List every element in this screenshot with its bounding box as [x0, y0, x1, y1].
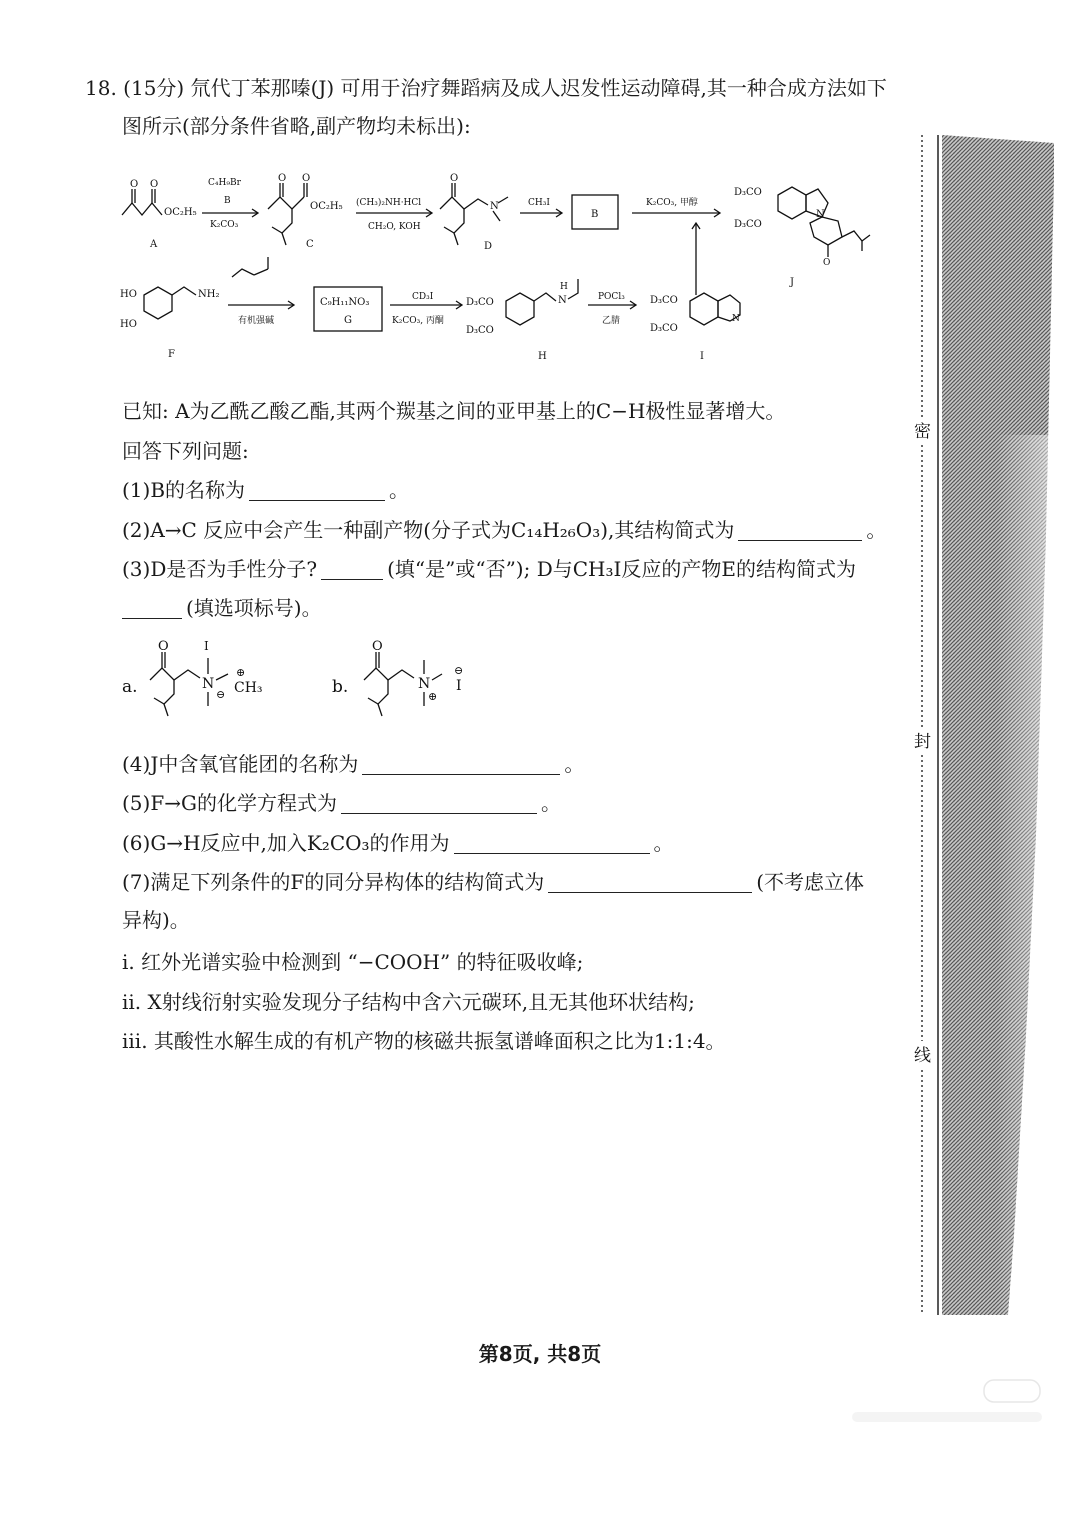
- svg-text:D₃CO: D₃CO: [650, 323, 678, 334]
- arrow-6: [390, 292, 462, 326]
- binding-mark-feng: 封: [914, 732, 931, 752]
- answer-blank-4[interactable]: [362, 754, 560, 775]
- arrow-2: [356, 197, 432, 232]
- svg-text:O: O: [130, 179, 139, 190]
- svg-text:D₃CO: D₃CO: [466, 325, 494, 336]
- svg-text:B: B: [224, 196, 231, 206]
- question-2: (2)A→C 反应中会产生一种副产物(分子式为C₁₄H₂₆O₃),其结构简式为 。: [122, 518, 887, 542]
- answer-blank-3a[interactable]: [321, 559, 383, 580]
- watermark-logo: [848, 1376, 1058, 1436]
- svg-text:b.: b.: [332, 677, 349, 697]
- binding-margin: [916, 135, 1056, 1325]
- option-a: [122, 639, 263, 716]
- svg-text:CH₂O, KOH: CH₂O, KOH: [368, 222, 421, 232]
- svg-text:B: B: [591, 209, 599, 220]
- svg-text:N: N: [202, 676, 215, 692]
- answer-blank-7[interactable]: [548, 872, 752, 893]
- svg-text:O: O: [823, 258, 831, 268]
- box-G: [314, 287, 382, 331]
- svg-text:POCl₃: POCl₃: [598, 292, 625, 302]
- svg-text:CH₃: CH₃: [234, 680, 263, 696]
- svg-text:C₄H₉Br: C₄H₉Br: [208, 178, 241, 188]
- svg-text:HO: HO: [120, 289, 137, 300]
- svg-text:有机强碱: 有机强碱: [238, 316, 275, 326]
- svg-text:O: O: [158, 639, 169, 654]
- svg-text:N: N: [816, 209, 825, 220]
- label-C: C: [306, 239, 314, 250]
- condition-1: i. 红外光谱实验中检测到 “−COOH” 的特征吸收峰;: [122, 950, 584, 974]
- question-line-2: 图所示(部分条件省略,副产物均未标出):: [122, 114, 471, 138]
- svg-text:⊕: ⊕: [236, 666, 246, 679]
- svg-text:OC₂H₅: OC₂H₅: [310, 201, 343, 212]
- compound-C: [268, 173, 343, 250]
- binding-mark-xian: 线: [914, 1046, 931, 1066]
- page-footer: 第8页, 共8页: [478, 1342, 602, 1366]
- question-7: (7)满足下列条件的F的同分异构体的结构简式为 (不考虑立体: [122, 870, 865, 894]
- label-I: I: [700, 351, 704, 362]
- label-A: A: [150, 239, 158, 250]
- answer-blank-1[interactable]: [249, 480, 385, 501]
- svg-text:G: G: [344, 315, 352, 326]
- question-7-cont: 异构)。: [122, 908, 190, 932]
- svg-text:D₃CO: D₃CO: [466, 297, 494, 308]
- svg-text:N: N: [418, 676, 431, 692]
- compound-D: [440, 173, 508, 252]
- svg-text:K₂CO₃: K₂CO₃: [210, 220, 239, 230]
- answer-blank-3b[interactable]: [122, 598, 182, 619]
- binding-strip: [916, 135, 1056, 1325]
- svg-text:HO: HO: [120, 319, 137, 330]
- svg-text:(CH₃)₂NH·HCl: (CH₃)₂NH·HCl: [356, 198, 422, 208]
- watermark-icon: [848, 1376, 1058, 1436]
- svg-text:⊕: ⊕: [428, 690, 438, 703]
- svg-text:D₃CO: D₃CO: [650, 295, 678, 306]
- options-structures: [120, 630, 480, 740]
- svg-text:N: N: [558, 295, 567, 306]
- question-1: (1)B的名称为 。: [122, 478, 410, 502]
- svg-text:D₃CO: D₃CO: [734, 187, 762, 198]
- svg-text:I: I: [456, 678, 462, 694]
- question-line-1: 18. (15分) 氘代丁苯那嗪(J) 可用于治疗舞蹈病及成人迟发性运动障碍,其一种合成方法如下: [85, 76, 887, 100]
- question-3: (3)D是否为手性分子? (填“是”或“否”); D与CH₃I反应的产物E的结构简式为: [122, 557, 856, 581]
- svg-text:⊖: ⊖: [216, 688, 226, 701]
- answer-blank-5[interactable]: [341, 793, 537, 814]
- label-D: D: [484, 241, 493, 252]
- svg-text:I: I: [204, 639, 209, 653]
- compound-F: [120, 287, 219, 360]
- compound-H: [466, 279, 578, 362]
- question-5: (5)F→G的化学方程式为 。: [122, 791, 561, 815]
- svg-text:NH₂: NH₂: [198, 289, 220, 300]
- label-F: F: [168, 349, 175, 360]
- arrow-4: [632, 196, 720, 295]
- svg-text:N: N: [732, 314, 740, 324]
- box-E: [572, 195, 618, 229]
- compound-J: [734, 187, 870, 288]
- svg-text:N: N: [490, 201, 499, 212]
- condition-3: iii. 其酸性水解生成的有机产物的核磁共振氢谱峰面积之比为1:1:4。: [122, 1029, 726, 1053]
- question-3-cont: (填选项标号)。: [122, 594, 322, 622]
- svg-text:⊖: ⊖: [454, 664, 464, 677]
- synthesis-scheme: [110, 165, 870, 380]
- compound-A: [122, 179, 197, 250]
- question-4: (4)J中含氧官能团的名称为 。: [122, 752, 585, 776]
- svg-text:D₃CO: D₃CO: [734, 219, 762, 230]
- svg-text:K₂CO₃, 丙酮: K₂CO₃, 丙酮: [392, 316, 444, 326]
- svg-text:CD₃I: CD₃I: [412, 292, 434, 302]
- svg-text:O: O: [372, 639, 383, 654]
- svg-text:C₉H₁₁NO₃: C₉H₁₁NO₃: [320, 297, 370, 308]
- compound-I: [650, 293, 740, 362]
- svg-text:OC₂H₅: OC₂H₅: [164, 207, 197, 218]
- label-J: J: [790, 277, 795, 288]
- svg-text:O: O: [150, 179, 159, 190]
- arrow-3: [520, 198, 562, 217]
- arrow-5: [228, 257, 294, 326]
- known-statement: 已知: A为乙酰乙酸乙酯,其两个羰基之间的亚甲基上的C−H极性显著增大。: [122, 399, 786, 423]
- arrow-7: [588, 292, 636, 326]
- arrow-1: [202, 178, 258, 230]
- svg-text:K₂CO₃, 甲醇: K₂CO₃, 甲醇: [646, 198, 698, 208]
- svg-text:CH₃I: CH₃I: [528, 198, 550, 208]
- answer-blank-6[interactable]: [454, 833, 650, 854]
- option-b: [332, 639, 463, 716]
- answer-prompt: 回答下列问题:: [122, 439, 249, 463]
- svg-text:乙腈: 乙腈: [602, 316, 621, 326]
- svg-text:a.: a.: [122, 677, 138, 697]
- svg-text:O: O: [302, 173, 311, 184]
- svg-text:O: O: [278, 173, 287, 184]
- binding-mark-mi: 密: [914, 422, 931, 442]
- answer-blank-2[interactable]: [738, 520, 862, 541]
- svg-text:H: H: [560, 282, 568, 292]
- condition-2: ii. X射线衍射实验发现分子结构中含六元碳环,且无其他环状结构;: [122, 990, 695, 1014]
- label-H: H: [538, 351, 547, 362]
- question-6: (6)G→H反应中,加入K₂CO₃的作用为 。: [122, 831, 674, 855]
- svg-text:O: O: [450, 173, 459, 184]
